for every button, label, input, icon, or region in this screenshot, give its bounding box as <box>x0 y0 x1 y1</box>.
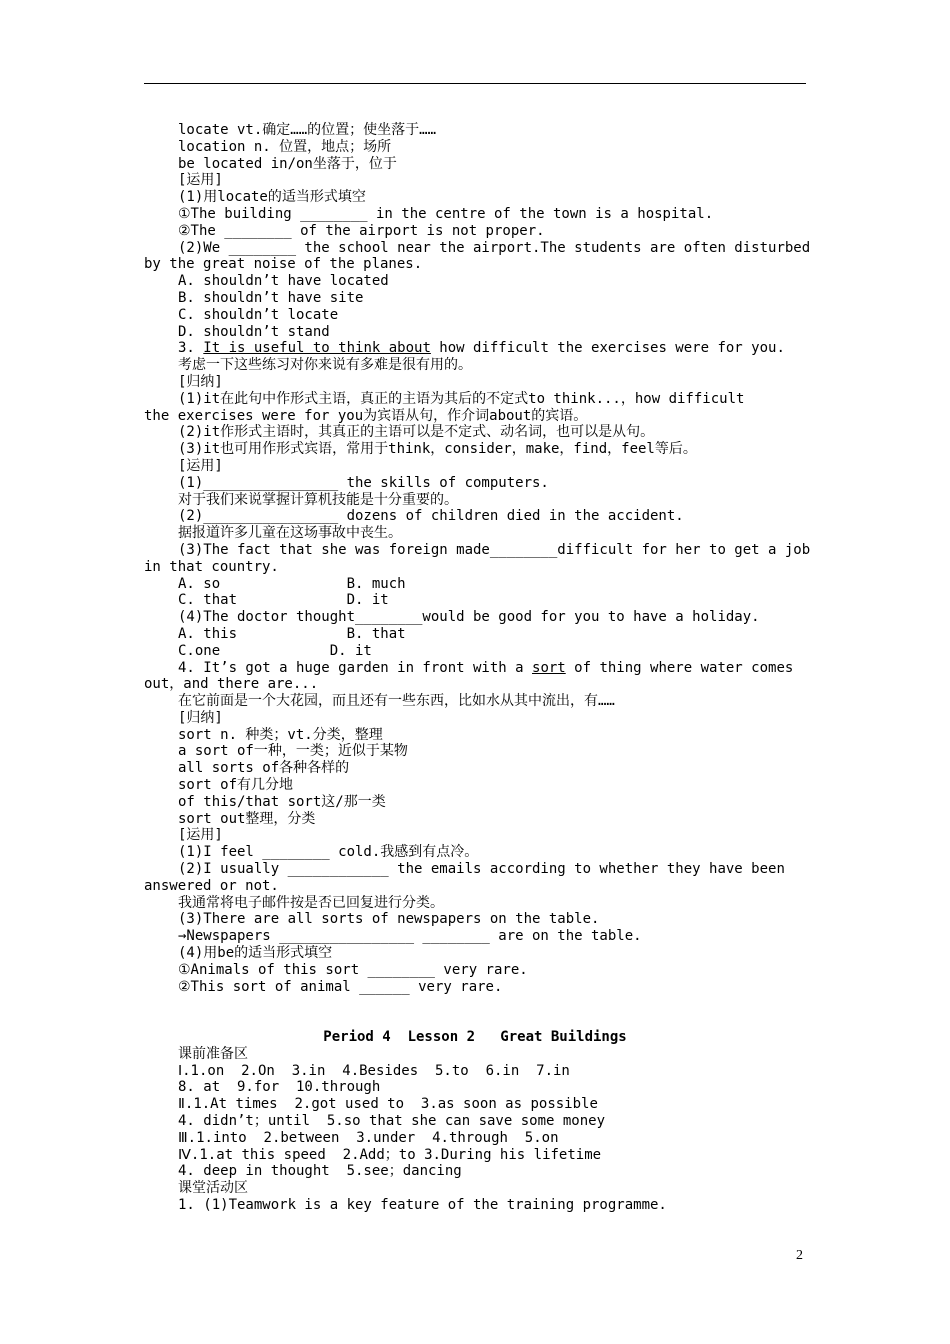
text-line <box>144 911 806 928</box>
line-text: C.one D. it <box>178 642 372 659</box>
line-text: 4. deep in thought 5.see；dancing <box>178 1163 462 1180</box>
line-text: of this/that sort这/那一类 <box>178 793 386 810</box>
text-line <box>144 492 806 509</box>
text-line <box>144 273 806 290</box>
line-text: (3)it也可用作形式宾语，常用于think，consider，make，find，feel等后。 <box>178 441 697 458</box>
line-text: Ⅱ.1.At times 2.got used to 3.as soon as possible <box>178 1096 598 1113</box>
line-text: 4. didn’t；until 5.so that she can save some money <box>178 1113 606 1130</box>
underlined-text: sort <box>532 659 566 676</box>
text-line <box>144 408 806 425</box>
line-text: A. this B. that <box>178 625 406 642</box>
text-line <box>144 794 806 811</box>
line-text: (1)________________ the skills of computers. <box>178 474 549 491</box>
line-text: sort of有几分地 <box>178 777 294 794</box>
text-line <box>144 525 806 542</box>
text-line <box>144 576 806 593</box>
text-line <box>144 223 806 240</box>
line-text: 课堂活动区 <box>178 1180 248 1197</box>
line-text: (1)用locate的适当形式填空 <box>178 189 366 206</box>
text-line <box>144 693 806 710</box>
line-text: by the great noise of the planes. <box>144 256 423 273</box>
text-line <box>144 979 806 996</box>
blank-line <box>144 1012 806 1029</box>
line-text: [归纳] <box>178 373 223 390</box>
text-line <box>144 1046 806 1063</box>
line-text: in that country. <box>144 558 279 575</box>
text-line <box>144 962 806 979</box>
line-text: (2)________________ dozens of children died in the accident. <box>178 508 684 525</box>
text-line <box>144 139 806 156</box>
line-text: C. that D. it <box>178 592 389 609</box>
line-text: A. shouldn’t have located <box>178 273 389 290</box>
text-line <box>144 458 806 475</box>
blank-line <box>144 995 806 1012</box>
underlined-text: It is useful to think about <box>203 340 431 357</box>
line-text: (2)it作形式主语时，其真正的主语可以是不定式、动名词，也可以是从句。 <box>178 424 655 441</box>
text-line <box>144 626 806 643</box>
text-line <box>144 206 806 223</box>
text-line <box>144 559 806 576</box>
line-text: C. shouldn’t locate <box>178 306 339 323</box>
line-text: (3)There are all sorts of newspapers on the table. <box>178 911 600 928</box>
text-line <box>144 844 806 861</box>
text-line <box>144 811 806 828</box>
page-number: 2 <box>796 1248 803 1263</box>
text-line <box>144 475 806 492</box>
line-text: all sorts of各种各样的 <box>178 760 350 777</box>
line-text: locate vt.确定……的位置；使坐落于…… <box>178 122 437 138</box>
line-text: B. shouldn’t have site <box>178 289 364 306</box>
text-line <box>144 324 806 341</box>
line-text: sort out整理，分类 <box>178 810 316 827</box>
text-line <box>144 424 806 441</box>
line-text: out，and there are... <box>144 676 319 693</box>
text-line <box>144 928 806 945</box>
text-line <box>144 777 806 794</box>
line-text: Ⅲ.1.into 2.between 3.under 4.through 5.on <box>178 1129 559 1146</box>
text-line <box>144 1147 806 1164</box>
line-text: answered or not. <box>144 877 279 894</box>
text-line <box>144 861 806 878</box>
text-line <box>144 878 806 895</box>
line-text: ①Animals of this sort ________ very rare. <box>178 961 528 978</box>
text-line <box>144 760 806 777</box>
line-text: ①The building ________ in the centre of the town is a hospital. <box>178 205 714 222</box>
line-text: (3)The fact that she was foreign made________difficult for her to get a job <box>178 541 811 558</box>
text-line <box>144 172 806 189</box>
text-line <box>144 1130 806 1147</box>
line-text: 8. at 9.for 10.through <box>178 1079 381 1096</box>
text-line <box>144 391 806 408</box>
line-text: 1. (1)Teamwork is a key feature of the training programme. <box>178 1197 667 1213</box>
text-line <box>144 676 806 693</box>
line-text: (4)The doctor thought________would be good for you to have a holiday. <box>178 609 760 626</box>
text-line <box>144 743 806 760</box>
text-line <box>144 1197 806 1214</box>
line-text: 我通常将电子邮件按是否已回复进行分类。 <box>178 894 444 911</box>
text-line <box>144 727 806 744</box>
text-line <box>144 122 806 139</box>
text-line <box>144 1113 806 1130</box>
document-body <box>144 122 811 1214</box>
line-text: 据报道许多儿童在这场事故中丧生。 <box>178 525 402 542</box>
text-line <box>144 592 806 609</box>
line-text: 对于我们来说掌握计算机技能是十分重要的。 <box>178 491 458 508</box>
text-line <box>144 508 806 525</box>
line-text: (1)I feel ________ cold.我感到有点冷。 <box>178 844 479 861</box>
text-line <box>144 1096 806 1113</box>
text-line <box>144 357 806 374</box>
line-text: [运用] <box>178 827 223 844</box>
line-text: (1)it在此句中作形式主语，真正的主语为其后的不定式to think...，how difficult <box>178 390 745 407</box>
text-line <box>144 895 806 912</box>
line-text: Ⅰ.1.on 2.On 3.in 4.Besides 5.to 6.in 7.in <box>178 1062 570 1079</box>
text-line <box>144 643 806 660</box>
line-text: location n. 位置，地点；场所 <box>178 138 392 155</box>
text-line <box>144 441 806 458</box>
text-line <box>144 1063 806 1080</box>
line-text: 考虑一下这些练习对你来说有多难是很有用的。 <box>178 357 472 374</box>
line-text: D. shouldn’t stand <box>178 323 330 340</box>
text-line <box>144 660 806 677</box>
line-text: ②This sort of animal ______ very rare. <box>178 978 503 995</box>
text-line <box>144 156 806 173</box>
line-text: Ⅳ.1.at this speed 2.Add；to 3.During his lifetime <box>178 1146 602 1163</box>
line-text: (2)I usually ____________ the emails according to whether they have been <box>178 861 785 878</box>
line-text: 4. It’s got a huge garden in front with a <box>178 659 533 676</box>
text-line <box>144 307 806 324</box>
text-line <box>144 189 806 206</box>
text-line <box>144 1180 806 1197</box>
line-text: [运用] <box>178 172 223 189</box>
text-line <box>144 710 806 727</box>
line-text: 在它前面是一个大花园，而且还有一些东西，比如水从其中流出，有…… <box>178 693 615 710</box>
line-text: sort n. 种类；vt.分类，整理 <box>178 726 383 743</box>
line-text: a sort of一种，一类；近似于某物 <box>178 743 408 760</box>
section-heading <box>144 1029 806 1046</box>
text-line <box>144 609 806 626</box>
line-text: 3. <box>178 340 204 357</box>
text-line <box>144 256 806 273</box>
line-text: [归纳] <box>178 709 223 726</box>
line-text: ②The ________ of the airport is not proper. <box>178 222 545 239</box>
line-text: of thing where water comes <box>565 659 794 676</box>
text-line <box>144 1079 806 1096</box>
line-text: 课前准备区 <box>178 1045 248 1062</box>
text-line <box>144 945 806 962</box>
line-text: the exercises were for you为宾语从句，作介词about的宾语。 <box>144 407 588 424</box>
line-text: (2)We ________ the school near the airport.The students are often disturbed <box>178 239 811 256</box>
text-line <box>144 541 811 559</box>
text-line <box>144 239 811 257</box>
line-text: [运用] <box>178 457 223 474</box>
line-text: how difficult the exercises were for you. <box>430 340 785 357</box>
line-text: A. so B. much <box>178 575 406 592</box>
line-text: Period 4 Lesson 2 Great Buildings <box>323 1029 627 1046</box>
header-rule <box>144 83 806 84</box>
line-text: (4)用be的适当形式填空 <box>178 945 333 962</box>
text-line <box>144 290 806 307</box>
line-text: be located in/on坐落于，位于 <box>178 155 397 172</box>
line-text: →Newspapers ________________ ________ are on the table. <box>178 928 642 945</box>
text-line <box>144 827 806 844</box>
text-line <box>144 340 806 357</box>
text-line <box>144 374 806 391</box>
text-line <box>144 1163 806 1180</box>
